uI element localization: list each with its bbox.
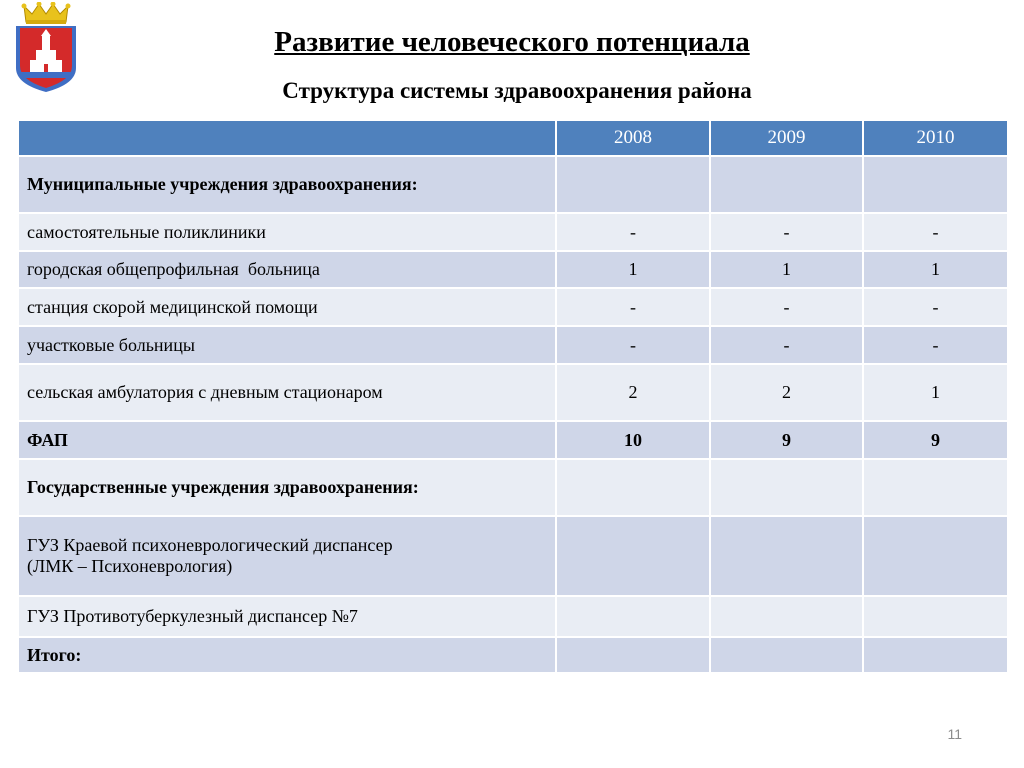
cell-2008 (556, 637, 710, 673)
cell-2009: 9 (710, 421, 863, 459)
table-row (18, 288, 1008, 326)
table-row (18, 251, 1008, 288)
cell-2008 (556, 156, 710, 213)
table-row (18, 364, 1008, 421)
cell-2009: 2 (710, 364, 863, 421)
header-year-2010: 2010 (863, 120, 1008, 156)
row-label: самостоятельные поликлиники (18, 213, 556, 251)
cell-2010 (863, 459, 1008, 516)
table-row (18, 516, 1008, 596)
table-row (18, 421, 1008, 459)
cell-2010 (863, 596, 1008, 637)
cell-2008 (556, 459, 710, 516)
cell-2010: - (863, 288, 1008, 326)
page-number: 11 (947, 726, 962, 742)
cell-2008: - (556, 213, 710, 251)
header-year-2009: 2009 (710, 120, 863, 156)
cell-2010 (863, 156, 1008, 213)
cell-2010: 1 (863, 364, 1008, 421)
cell-2009: - (710, 288, 863, 326)
cell-2010: - (863, 326, 1008, 364)
row-label: ФАП (18, 421, 556, 459)
cell-2008: - (556, 326, 710, 364)
slide-title: Развитие человеческого потенциала (274, 26, 750, 58)
cell-2008 (556, 516, 710, 596)
healthcare-structure-table (17, 119, 1007, 674)
cell-2008: 1 (556, 251, 710, 288)
row-label: городская общепрофильная больница (18, 251, 556, 288)
row-label: Государственные учреждения здравоохранения: (18, 459, 556, 516)
cell-2008: 10 (556, 421, 710, 459)
cell-2008: 2 (556, 364, 710, 421)
table-row (18, 156, 1008, 213)
cell-2010: 1 (863, 251, 1008, 288)
cell-2009: - (710, 326, 863, 364)
cell-2009 (710, 596, 863, 637)
cell-2009: - (710, 213, 863, 251)
row-label: сельская амбулатория с дневным стационаром (18, 364, 556, 421)
cell-2010 (863, 516, 1008, 596)
row-label: Муниципальные учреждения здравоохранения: (18, 156, 556, 213)
cell-2009 (710, 156, 863, 213)
table-row (18, 637, 1008, 673)
cell-2010: - (863, 213, 1008, 251)
cell-2009: 1 (710, 251, 863, 288)
table-row (18, 213, 1008, 251)
table-row (18, 326, 1008, 364)
cell-2010 (863, 637, 1008, 673)
cell-2008: - (556, 288, 710, 326)
row-label: Итого: (18, 637, 556, 673)
table-header-row (18, 120, 1008, 156)
cell-2009 (710, 516, 863, 596)
slide-subtitle: Структура системы здравоохранения района (282, 78, 752, 103)
row-label-line-2: (ЛМК – Психоневрология) (27, 556, 233, 576)
table-row (18, 459, 1008, 516)
table-row (18, 596, 1008, 637)
row-label: станция скорой медицинской помощи (18, 288, 556, 326)
header-corner (18, 120, 556, 156)
row-label (18, 516, 556, 596)
row-label: ГУЗ Противотуберкулезный диспансер №7 (18, 596, 556, 637)
cell-2009 (710, 637, 863, 673)
cell-2009 (710, 459, 863, 516)
row-label: участковые больницы (18, 326, 556, 364)
header-year-2008: 2008 (556, 120, 710, 156)
row-label-line-1: ГУЗ Краевой психоневрологический диспансер (27, 535, 393, 555)
cell-2008 (556, 596, 710, 637)
cell-2010: 9 (863, 421, 1008, 459)
